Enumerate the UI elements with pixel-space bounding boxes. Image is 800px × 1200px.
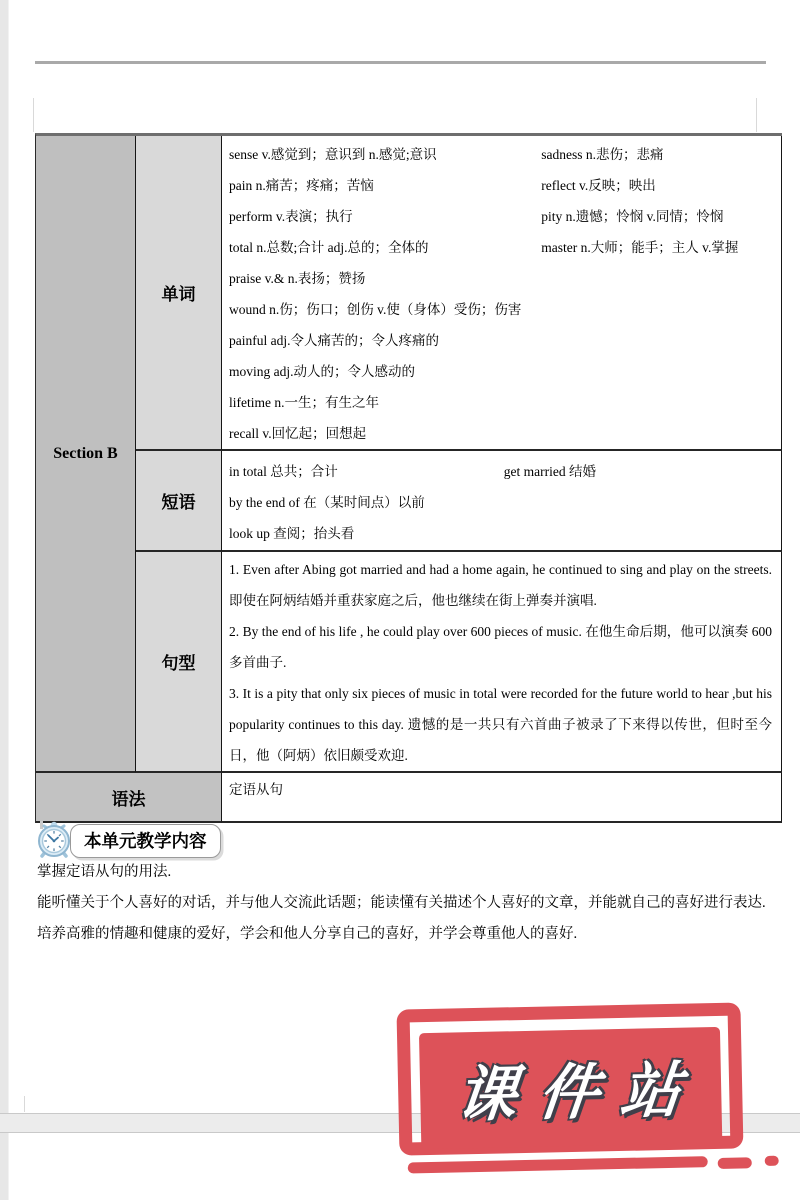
- teaching-goal: 能听懂关于个人喜好的对话，并与他人交流此话题；能读懂有关描述个人喜好的文章，并能就自己的喜好进行表达.: [37, 895, 766, 911]
- stamp-brush-stroke: [718, 1157, 752, 1169]
- words-cell: [222, 136, 782, 451]
- sentence-item: 3. It is a pity that only six pieces of music in total were recorded for the future world to hear ,but his popularity continues to this day. 遗憾的是一共只有六首曲子被录了下来得以传世，但时至今日，他（阿炳）依旧颇受欢迎.: [229, 686, 772, 763]
- stamp-text: 课件站: [452, 1056, 706, 1129]
- grammar-cell: 定语从句: [222, 773, 782, 823]
- teaching-goals: [37, 857, 770, 950]
- word-line: pain n.痛苦；疼痛；苦恼 reflect v.反映；映出: [229, 178, 656, 193]
- teaching-content-heading: [34, 820, 221, 862]
- text-boundary-mark: [756, 98, 757, 132]
- word-line: lifetime n.一生；有生之年: [229, 395, 379, 410]
- phrase-line: by the end of 在（某时间点）以前: [229, 495, 425, 510]
- word-line: total n.总数;合计 adj.总的；全体的 master n.大师；能手；主人 v.掌握: [229, 240, 739, 255]
- word-line: recall v.回忆起；回想起: [229, 426, 367, 441]
- word-line: praise v.& n.表扬；赞扬: [229, 271, 366, 286]
- badge-label: 本单元教学内容: [70, 824, 221, 858]
- watermark-stamp: [396, 1002, 747, 1159]
- word-line: painful adj.令人痛苦的；令人疼痛的: [229, 333, 439, 348]
- word-line: wound n.伤；伤口；创伤 v.使（身体）受伤；伤害: [229, 302, 522, 317]
- row-label-sentences: 句型: [136, 552, 222, 773]
- stamp-brush-dot: [765, 1156, 779, 1166]
- phrase-line: in total 总共；合计 get married 结婚: [229, 464, 596, 479]
- word-line: perform v.表演；执行 pity n.遗憾；怜悯 v.同情；怜悯: [229, 209, 724, 224]
- text-boundary-mark: [33, 98, 34, 132]
- word-line: moving adj.动人的；令人感动的: [229, 364, 415, 379]
- teaching-goal: 培养高雅的情趣和健康的爱好，学会和他人分享自己的喜好，并学会尊重他人的喜好.: [37, 926, 578, 942]
- header-rule: [35, 61, 766, 64]
- row-label-grammar: 语法: [36, 773, 222, 823]
- phrases-cell: [222, 451, 782, 552]
- word-line: sense v.感觉到；意识到 n.感觉;意识 sadness n.悲伤；悲痛: [229, 147, 664, 162]
- phrase-line: look up 查阅；抬头看: [229, 526, 355, 541]
- stamp-brush-stroke: [408, 1156, 708, 1173]
- stamp-body: [419, 1027, 722, 1149]
- text-boundary-mark: [24, 1096, 25, 1112]
- teaching-goal: 掌握定语从句的用法.: [37, 864, 172, 880]
- alarm-clock-icon: [34, 820, 74, 862]
- unit-summary-table: [35, 133, 782, 823]
- sentences-cell: [222, 552, 782, 773]
- section-cell: Section B: [36, 136, 136, 773]
- app-background-strip: [0, 0, 9, 1200]
- sentence-item: 2. By the end of his life , he could play over 600 pieces of music. 在他生命后期，他可以演奏 600 多首曲子.: [229, 624, 772, 670]
- sentence-item: 1. Even after Abing got married and had a home again, he continued to sing and play on the streets. 即使在阿炳结婚并重获家庭之后，他也继续在街上弹奏并演唱.: [229, 562, 772, 608]
- row-label-words: 单词: [136, 136, 222, 451]
- row-label-phrases: 短语: [136, 451, 222, 552]
